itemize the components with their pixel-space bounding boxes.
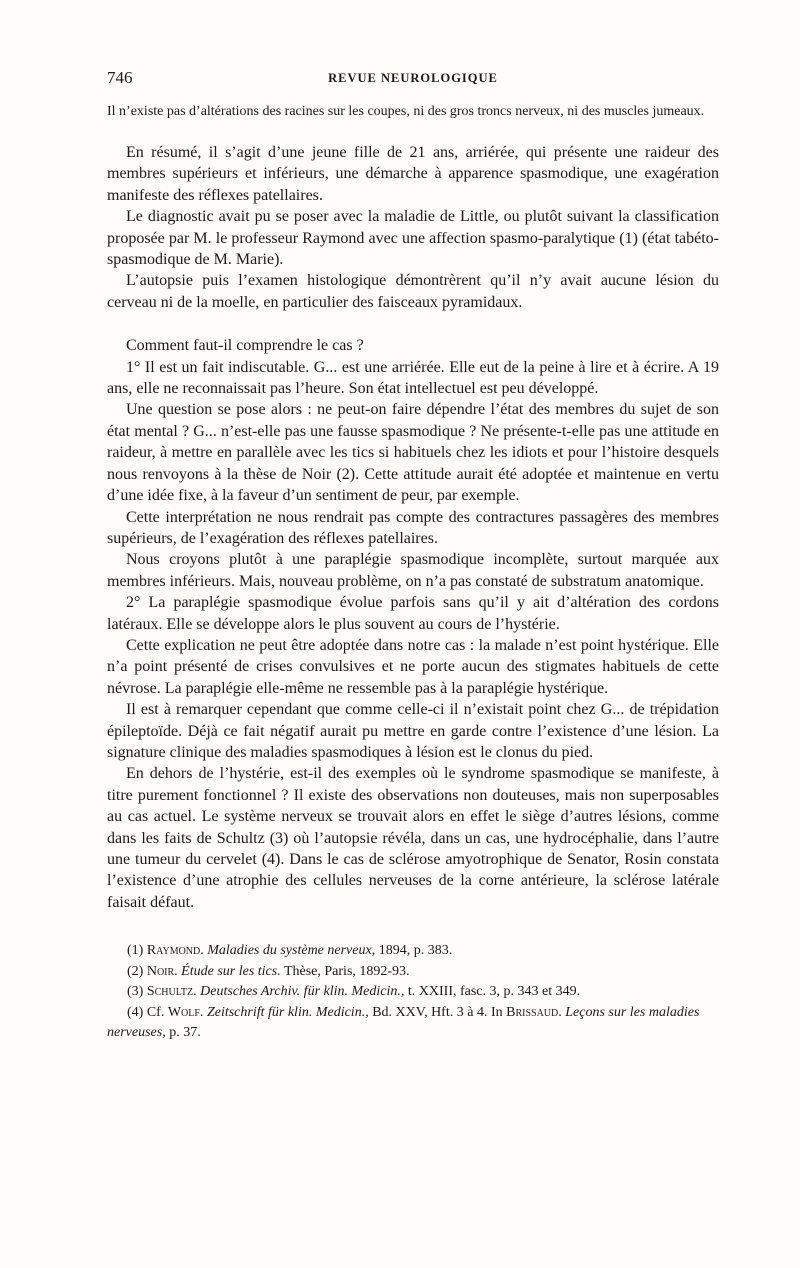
paragraph: En dehors de l’hystérie, est-il des exemples où le syndrome spasmodique se manifeste, à titre purement fonctionnel ? Il existe des observations non douteuses, mais non superposables au cas actuel. Le système nerveux se trouvait alors en effet le siège d’autres lésions, comme dans les faits de Schultz (3) où l’autopsie révéla, dans un cas, une hydrocéphalie, dans l’autre une tumeur du cervelet (4). Dans le cas de sclérose amyotrophique de Senator, Rosin constata l’existence d’une atrophie des cellules nerveuses de la corne antérieure, la sclérose latérale faisait défaut.	[107, 765, 719, 911]
footnote-title: Zeitschrift für klin. Medicin.,	[206, 1004, 369, 1020]
footnote-author: Brissaud.	[506, 1004, 562, 1020]
paragraph: Comment faut-il comprendre le cas ?	[126, 337, 364, 355]
paragraph: Nous croyons plutôt à une paraplégie spasmodique incomplète, surtout marquée aux membres inférieurs. Mais, nouveau problème, on n’a pas constaté de substratum anatomique.	[107, 551, 719, 590]
paragraph: Une question se pose alors : ne peut-on faire dépendre l’état des membres du sujet de son état mental ? G... n’est-elle pas une fausse spasmodique ? Ne présente-t-elle pas une attitude en raideur, à mettre en parallèle avec les tics si habituels chez les idiots et pour l’histoire desquels nous renvoyons à la thèse de Noir (2). Cette attitude aurait été adoptée et maintenue en vertu d’une idée fixe, à la faveur d’un sentiment de peur, par exemple.	[107, 401, 719, 505]
footnote-author: Noir.	[146, 963, 178, 979]
paragraph: 1° Il est un fait indiscutable. G... est une arriérée. Elle eut de la peine à lire et à écrire. A 19 ans, elle ne reconnaissait pas l’heure. Son état intellectuel est peu développé.	[107, 358, 719, 398]
footnote-title: Maladies du système nerveux,	[207, 943, 376, 959]
footnote-title: Leçons sur les maladies nerveuses,	[107, 1004, 700, 1041]
page-header	[107, 68, 719, 92]
footnote	[107, 941, 719, 962]
footnote	[107, 982, 719, 1003]
summary-section	[107, 142, 719, 313]
footnote-number: (3)	[127, 984, 144, 1000]
paragraph: Le diagnostic avait pu se poser avec la maladie de Little, ou plutôt suivant la classification proposée par M. le professeur Raymond avec une affection spasmo-paralytique (1) (état tabéto-spasmodique de M. Marie).	[107, 208, 719, 269]
paragraph: Cette interprétation ne nous rendrait pas compte des contractures passagères des membres supérieurs, de l’exagération des réflexes patellaires.	[107, 508, 719, 547]
discussion-section	[107, 335, 719, 913]
footnote-prefix: Cf.	[146, 1004, 165, 1020]
paragraph: Cette explication ne peut être adoptée dans notre cas : la malade n’est point hystérique. Elle n’a point présenté de crises convulsives et ne porte aucun des stigmates habituels de cette névrose. La paraplégie elle-même ne ressemble pas à la paraplégie hystérique.	[107, 636, 719, 697]
footnote	[107, 1003, 719, 1044]
running-title: REVUE NEUROLOGIQUE	[328, 71, 498, 85]
footnote-rest: Bd. XXV, Hft. 3 à 4. In	[368, 1004, 503, 1020]
footnotes	[107, 941, 719, 1044]
footnote-title: Deutsches Archiv. für klin. Medicin.,	[200, 984, 405, 1000]
footnote-number: (2)	[127, 963, 144, 979]
footnote-rest: Thèse, Paris, 1892-93.	[280, 963, 410, 979]
document-page	[107, 68, 719, 1044]
paragraph: L’autopsie puis l’examen histologique démontrèrent qu’il n’y avait aucune lésion du cerveau ni de la moelle, en particulier des faisceaux pyramidaux.	[107, 272, 719, 311]
paragraph: 2° La paraplégie spasmodique évolue parfois sans qu’il y ait d’altération des cordons latéraux. Elle se développe alors le plus souvent au cours de l’hystérie.	[107, 594, 719, 633]
paragraph: En résumé, il s’agit d’une jeune fille de 21 ans, arriérée, qui présente une raideur des membres supérieurs et inférieurs, une démarche à apparence spasmodique, une exagération manifeste des réflexes patellaires.	[107, 144, 719, 204]
footnote-rest: 1894, p. 383.	[375, 943, 453, 959]
paragraph: Il est à remarquer cependant que comme celle-ci il n’existait point chez G... de trépidation épileptoïde. Déjà ce fait négatif aurait pu mettre en garde contre l’existence d’une lésion. La signature clinique des maladies spasmodiques à lésion est le clonus du pied.	[107, 701, 719, 761]
footnote-author: Raymond.	[146, 943, 204, 959]
footnote-author: Wolf.	[167, 1004, 204, 1020]
footnote	[107, 962, 719, 983]
intro-note: Il n’existe pas d’altérations des racines sur les coupes, ni des gros troncs nerveux, ni des muscles jumeaux.	[107, 104, 705, 119]
footnote-author: Schultz.	[146, 984, 197, 1000]
footnote-rest: t. XXIII, fasc. 3, p. 343 et 349.	[404, 984, 581, 1000]
footnote-number: (4)	[127, 1004, 144, 1020]
footnote-rest: p. 37.	[165, 1025, 201, 1041]
footnote-number: (1)	[127, 943, 144, 959]
page-number: 746	[107, 68, 133, 87]
footnote-title: Étude sur les tics.	[181, 963, 281, 979]
